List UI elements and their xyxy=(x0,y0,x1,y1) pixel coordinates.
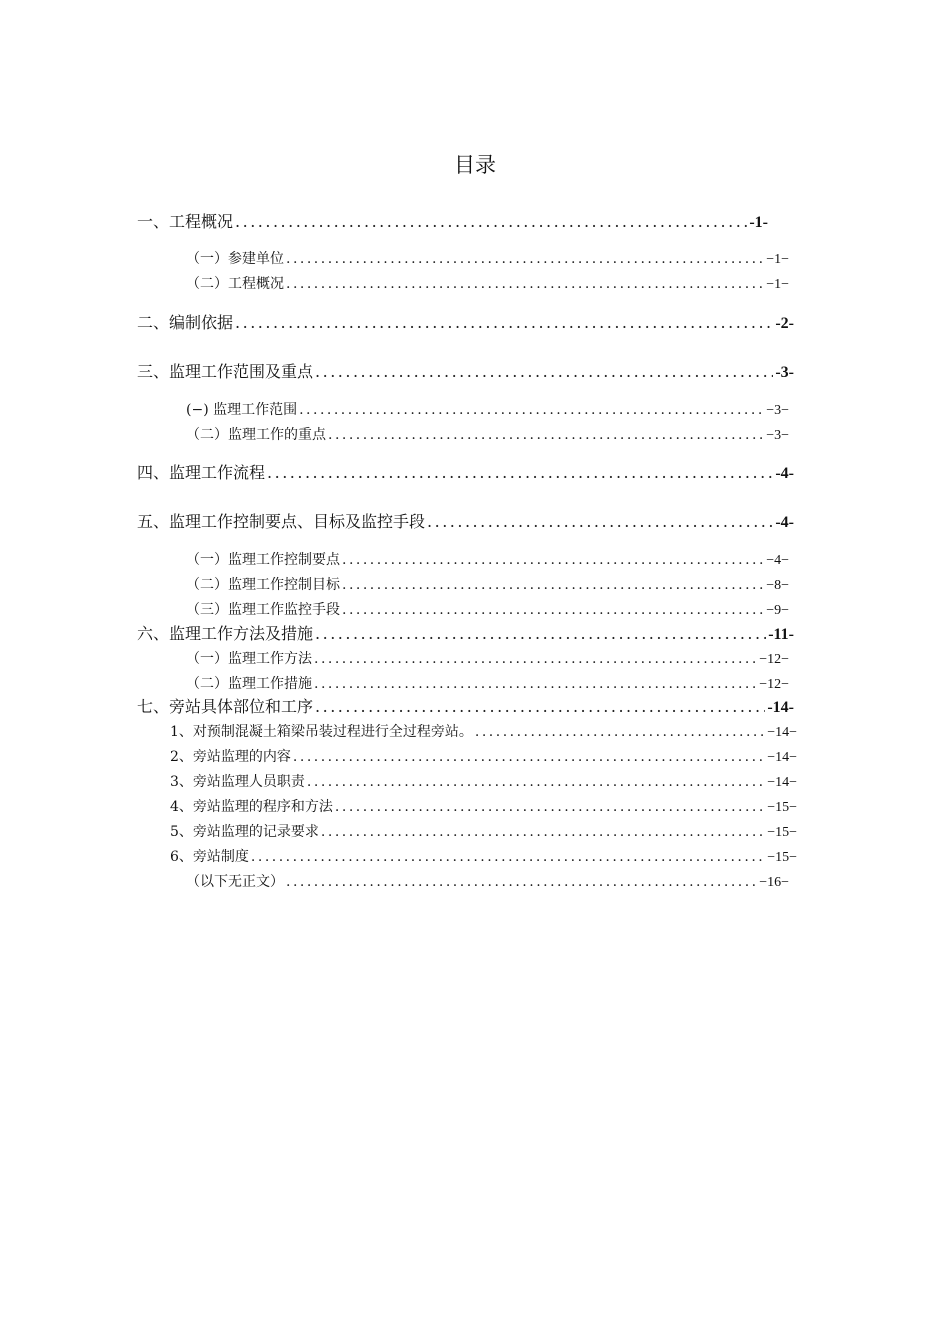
toc-entry-7-6[interactable] xyxy=(170,845,797,869)
toc-entry-page: −15− xyxy=(767,850,797,865)
toc-entry-label: 一、工程概况 xyxy=(137,212,234,231)
toc-entry-label: (−) 监理工作范围 xyxy=(186,402,298,418)
toc-entry-label: （二）监理工作控制目标 xyxy=(186,577,340,593)
dot-leader xyxy=(233,311,773,335)
toc-entry-1[interactable] xyxy=(137,210,768,234)
toc-entry-label: 三、监理工作范围及重点 xyxy=(137,362,314,381)
toc-entry-7[interactable] xyxy=(137,695,794,719)
dot-leader xyxy=(313,622,766,646)
toc-entry-label: 六、监理工作方法及措施 xyxy=(137,624,314,643)
toc-entry-6-1[interactable] xyxy=(186,647,789,671)
toc-entry-label: 1、对预制混凝土箱梁吊装过程进行全过程旁站。 xyxy=(170,724,473,740)
dot-leader xyxy=(265,461,773,485)
toc-entry-label: （三）监理工作监控手段 xyxy=(186,602,340,618)
dot-leader xyxy=(340,598,764,622)
toc-entry-1-1[interactable] xyxy=(186,247,789,271)
dot-leader xyxy=(425,510,773,534)
dot-leader xyxy=(284,870,757,894)
dot-leader xyxy=(326,423,764,447)
toc-entry-7-2[interactable] xyxy=(170,745,797,769)
dot-leader xyxy=(340,573,764,597)
toc-entry-page: −3− xyxy=(766,428,789,443)
dot-leader xyxy=(291,745,765,769)
toc-entry-3-1[interactable] xyxy=(186,398,789,422)
dot-leader xyxy=(284,272,764,296)
dot-leader xyxy=(249,845,765,869)
toc-entry-page: -14- xyxy=(767,699,794,716)
dot-leader xyxy=(340,548,764,572)
toc-entry-1-2[interactable] xyxy=(186,272,789,296)
toc-entry-page: −3− xyxy=(766,403,789,418)
toc-entry-label: （一）监理工作控制要点 xyxy=(186,552,340,568)
dot-leader xyxy=(305,770,765,794)
toc-entry-label: 5、旁站监理的记录要求 xyxy=(170,824,319,840)
toc-entry-end-note[interactable] xyxy=(186,870,789,894)
toc-entry-page: -11- xyxy=(768,626,794,643)
toc-entry-2[interactable] xyxy=(137,311,794,335)
toc-entry-5-2[interactable] xyxy=(186,573,789,597)
toc-entry-label: （二）监理工作措施 xyxy=(186,676,312,692)
toc-entry-label: （一）参建单位 xyxy=(186,251,284,267)
toc-entry-label: （一）监理工作方法 xyxy=(186,651,312,667)
toc-entry-3[interactable] xyxy=(137,360,794,384)
dot-leader xyxy=(319,820,765,844)
toc-entry-label: 七、旁站具体部位和工序 xyxy=(137,697,314,716)
dot-leader xyxy=(333,795,765,819)
dot-leader xyxy=(473,720,765,744)
toc-entry-7-5[interactable] xyxy=(170,820,797,844)
toc-entry-page: -4- xyxy=(775,465,794,482)
toc-entry-label: 四、监理工作流程 xyxy=(137,463,266,482)
toc-entry-page: −14− xyxy=(767,775,797,790)
toc-entry-label: （二）工程概况 xyxy=(186,276,284,292)
toc-entry-label: 二、编制依据 xyxy=(137,313,234,332)
toc-entry-5-1[interactable] xyxy=(186,548,789,572)
toc-entry-label: 6、旁站制度 xyxy=(170,849,249,865)
dot-leader xyxy=(297,398,764,422)
toc-entry-page: −12− xyxy=(759,677,789,692)
toc-entry-3-2[interactable] xyxy=(186,423,789,447)
toc-entry-label: （以下无正文） xyxy=(186,874,284,890)
toc-entry-label: （二）监理工作的重点 xyxy=(186,427,326,443)
dot-leader xyxy=(233,210,747,234)
toc-entry-page: -1- xyxy=(749,214,768,231)
toc-entry-page: −14− xyxy=(767,750,797,765)
dot-leader xyxy=(312,647,757,671)
toc-entry-page: −1− xyxy=(766,277,789,292)
page-title: 目录 xyxy=(454,153,496,177)
toc-entry-label: 3、旁站监理人员职责 xyxy=(170,774,305,790)
toc-entry-7-3[interactable] xyxy=(170,770,797,794)
toc-entry-7-1[interactable] xyxy=(170,720,797,744)
toc-entry-label: 五、监理工作控制要点、目标及监控手段 xyxy=(137,512,426,531)
toc-entry-page: −15− xyxy=(767,800,797,815)
toc-entry-page: −15− xyxy=(767,825,797,840)
dot-leader xyxy=(313,360,773,384)
toc-entry-6[interactable] xyxy=(137,622,794,646)
toc-entry-label: 4、旁站监理的程序和方法 xyxy=(170,799,333,815)
toc-entry-page: −9− xyxy=(766,603,789,618)
dot-leader xyxy=(312,672,757,696)
toc-entry-page: −14− xyxy=(767,725,797,740)
toc-entry-page: −16− xyxy=(759,875,789,890)
dot-leader xyxy=(313,695,765,719)
toc-entry-page: −4− xyxy=(766,553,789,568)
toc-entry-4[interactable] xyxy=(137,461,794,485)
toc-entry-page: −8− xyxy=(766,578,789,593)
toc-entry-5[interactable] xyxy=(137,510,794,534)
toc-entry-label: 2、旁站监理的内容 xyxy=(170,749,291,765)
toc-entry-page: -2- xyxy=(775,315,794,332)
toc-entry-5-3[interactable] xyxy=(186,598,789,622)
dot-leader xyxy=(284,247,764,271)
toc-entry-6-2[interactable] xyxy=(186,672,789,696)
toc-entry-page: −1− xyxy=(766,252,789,267)
toc-entry-7-4[interactable] xyxy=(170,795,797,819)
toc-entry-page: −12− xyxy=(759,652,789,667)
toc-entry-page: -4- xyxy=(775,514,794,531)
toc-entry-page: -3- xyxy=(775,364,794,381)
